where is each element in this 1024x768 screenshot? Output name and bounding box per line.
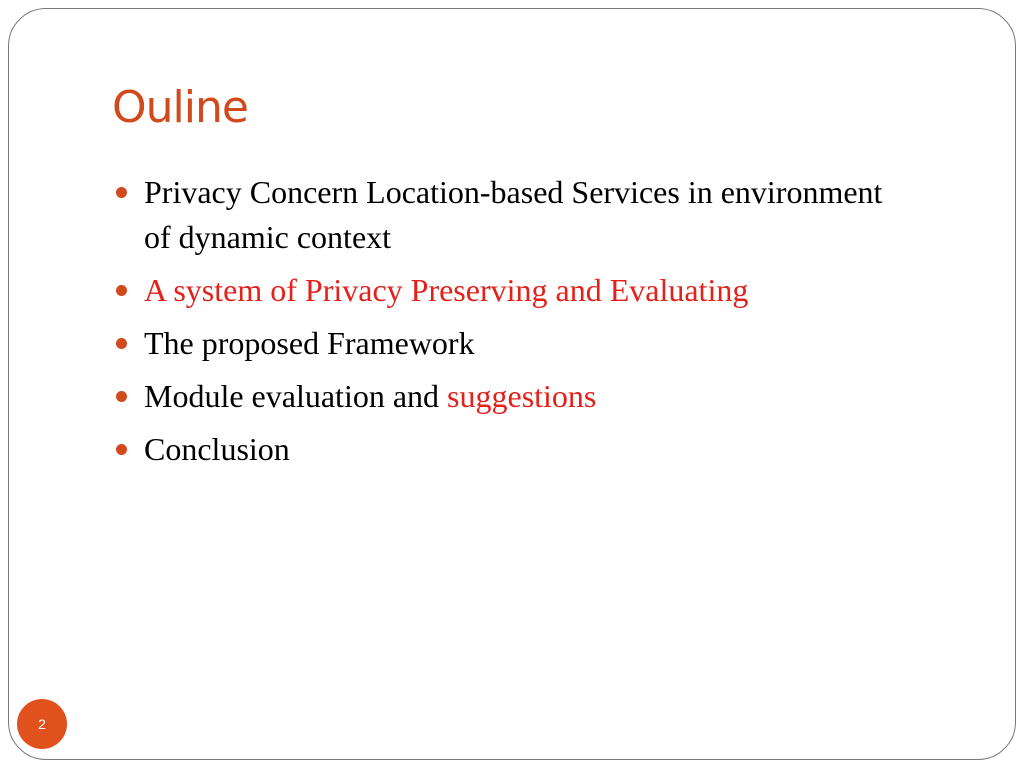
page-number: 2 — [38, 716, 46, 732]
slide-title: Ouline — [112, 82, 248, 133]
bullet-dot-icon — [116, 187, 127, 198]
bullet-item-conclusion — [116, 427, 896, 472]
bullet-item-privacy-concern — [116, 170, 896, 260]
bullet-dot-icon — [116, 444, 127, 455]
bullet-dot-icon — [116, 338, 127, 349]
bullet-text: Conclusion — [144, 431, 290, 467]
bullet-list — [116, 170, 896, 480]
bullet-text: Module evaluation and — [144, 378, 448, 414]
bullet-item-framework — [116, 321, 896, 366]
bullet-text-highlighted: suggestions — [447, 378, 597, 414]
bullet-text: The proposed Framework — [144, 325, 475, 361]
bullet-dot-icon — [116, 391, 127, 402]
bullet-item-privacy-system — [116, 268, 896, 313]
bullet-dot-icon — [116, 285, 127, 296]
bullet-item-module-evaluation — [116, 374, 896, 419]
bullet-text-highlighted: A system of Privacy Preserving and Evaluating — [144, 272, 749, 308]
bullet-text: Privacy Concern Location-based Services in environment of dynamic context — [144, 174, 883, 255]
page-number-badge — [17, 699, 67, 749]
